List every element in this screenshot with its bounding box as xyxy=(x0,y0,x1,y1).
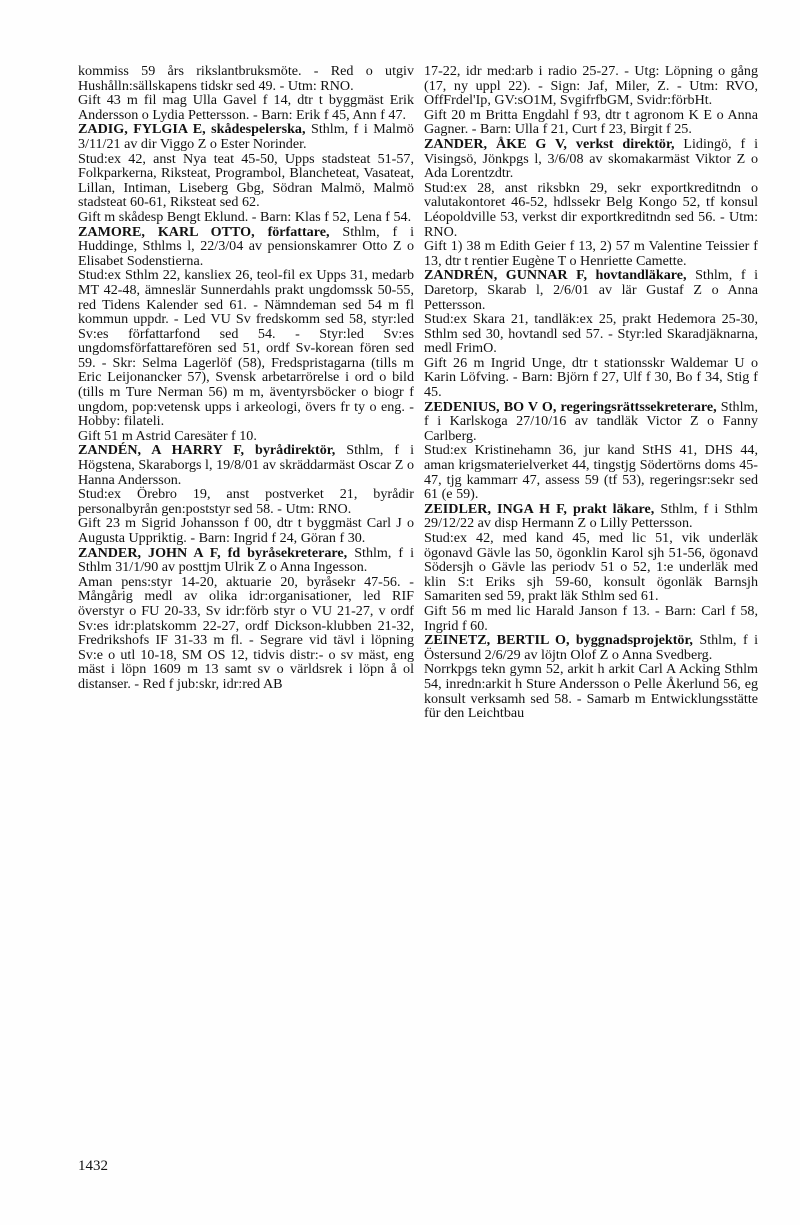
entry-origin: Sthlm, f i Karlskoga 27/10/16 av tandläk Victor Z o Fanny Carlberg. xyxy=(424,398,758,444)
entry-heading xyxy=(424,400,758,444)
entry-paragraph: 17-22, idr med:arb i radio 25-27. - Utg: Löpning o gång (17, ny uppl 22). - Sign: Jaf, Miler, Z. - Utm: RVO, OffFrdel'Ip, GV:sO1M, SvgifrfbGM, Svidr:förbHt. xyxy=(424,63,758,109)
entry-name: ZADIG, FYLGIA E, xyxy=(78,121,206,138)
biography-entry xyxy=(78,546,414,692)
entry-paragraph: Gift 23 m Sigrid Johansson f 00, dtr t byggmäst Carl J o Augusta Uppriktig. - Barn: Ingrid f 24, Göran f 30. xyxy=(78,515,414,546)
entry-continuation xyxy=(424,64,758,137)
entry-title: fd byråsekreterare, xyxy=(227,544,348,561)
entry-paragraph: Gift 43 m fil mag Ulla Gavel f 14, dtr t byggmäst Erik Andersson o Lydia Pettersson. - Barn: Erik f 45, Ann f 47. xyxy=(78,92,414,123)
page-number: 1432 xyxy=(78,1158,108,1174)
entry-paragraph: Stud:ex Sthlm 22, kansliex 26, teol-fil ex Upps 31, medarb MT 42-48, ämneslär Sunnerdahls prakt ungdomssk 50-55, red Tidens Kalender sed 61. - Nämndeman sed 54 m fl kommun uppdr. - Led VU Sv fredskomm sed 58, styr:led Sv:es författarfond sed 54. - Styr:led Sv:es ungdomsförfattarefören sed 51, ordf Sv-korean fören sed 59. - Skr: Selma Lagerlöf (58), Fredspristagarna (tills m Eric Leijonancker 57), Svensk arbetarrörelse i ord o bild (tills m Ture Nerman 56) m m, äventyrsböcker o biogr f ungdom, pop:vetensk upps i arkeologi, övers fr ty o eng. - Hobby: filateli. xyxy=(78,267,414,430)
biography-entry xyxy=(424,502,758,633)
entry-heading xyxy=(78,443,414,487)
entry-paragraph: Stud:ex Skara 21, tandläk:ex 25, prakt Hedemora 25-30, Sthlm sed 30, hovtandl sed 57. - Styr:led Skaradjäknarna, medl FrimO. xyxy=(424,311,758,357)
entry-heading xyxy=(78,122,414,151)
entry-heading xyxy=(424,633,758,662)
entry-origin: Sthlm, f i Sthlm 29/12/22 av disp Hermann Z o Lilly Pettersson. xyxy=(424,500,758,532)
entry-title: skådespelerska, xyxy=(211,121,306,138)
entry-title: prakt läkare, xyxy=(572,500,655,517)
entry-heading xyxy=(424,137,758,181)
entry-origin: Sthlm, f i Huddinge, Sthlms l, 22/3/04 av pensionskamrer Otto Z o Elisabet Sodenstierna. xyxy=(78,223,414,269)
entry-origin: Sthlm, f i Östersund 2/6/29 av löjtn Olof Z o Anna Svedberg. xyxy=(424,632,758,663)
entry-paragraph: Stud:ex 42, med kand 45, med lic 51, vik underläk ögonavd Gävle las 50, ögonklin Karol sjh 51-56, ögonavd Södersjh o Gävle las periodv 51 o 52, 1:e underläk med klin S:t Eriks sjh 59-60, konsult ögonläk Barnsjh Samariten sed 59, prakt läk Sthlm sed 61. xyxy=(424,530,758,605)
entry-paragraph: Gift 51 m Astrid Caresäter f 10. xyxy=(78,427,257,444)
entry-title: verkst direktör, xyxy=(575,135,675,152)
entry-name: ZEINETZ, BERTIL O, xyxy=(424,632,570,649)
entry-name: ZAMORE, KARL OTTO, xyxy=(78,223,255,240)
entry-title: författare, xyxy=(267,223,330,240)
entry-continuation xyxy=(78,64,414,122)
left-column xyxy=(78,64,414,692)
entry-paragraph: Aman pens:styr 14-20, aktuarie 20, byråsekr 47-56. - Mångårig medl av olika idr:organisationer, led RIF överstyr o FU 20-33, Sv idr:förb styr o VU 21-27, v ordf Sv:es idr:platskomm 22-27, ordf Dickson-klubben 21-32, Fredrikshofs IF 31-33 m fl. - Segrare vid tävl i löpning Sv:e o utl 10-18, SM OS 12, tidvis distr:- o sv mäst, eng mäst i löpn 1609 m 13 samt sv o världsrek i löpn å ol distanser. - Red f jub:skr, idr:red AB xyxy=(78,573,414,692)
entry-origin: Sthlm, f i Högstena, Skaraborgs l, 19/8/01 av skräddarmäst Oscar Z o Hanna Andersson. xyxy=(78,442,414,488)
entry-origin: Sthlm, f i Malmö 3/11/21 av dir Viggo Z o Ester Norinder. xyxy=(78,121,414,152)
entry-name: ZANDER, JOHN A F, xyxy=(78,544,221,561)
entry-paragraph: Gift 20 m Britta Engdahl f 93, dtr t agronom K E o Anna Gagner. - Barn: Ulla f 21, Curt f 23, Birgit f 25. xyxy=(424,106,758,138)
entry-name: ZANDÉN, A HARRY F, xyxy=(78,442,245,459)
entry-paragraph: kommiss 59 års rikslantbruksmöte. - Red o utgiv Hushålln:sällskapens tidskr sed 49. - Utm: RNO. xyxy=(78,63,414,94)
entry-paragraph: Gift 56 m med lic Harald Janson f 13. - Barn: Carl f 58, Ingrid f 60. xyxy=(424,602,758,634)
biography-entry xyxy=(424,137,758,268)
entry-paragraph: Gift m skådesp Bengt Eklund. - Barn: Klas f 52, Lena f 54. xyxy=(78,208,412,225)
entry-paragraph: Gift 1) 38 m Edith Geier f 13, 2) 57 m Valentine Teissier f 13, dtr t rentier Eugène T o Henriette Camette. xyxy=(424,238,758,269)
biography-entry xyxy=(424,400,758,502)
entry-origin: Lidingö, f i Visingsö, Jönkpgs l, 3/6/08 av skomakarmäst Viktor Z o Ada Lorentzdtr. xyxy=(424,135,759,182)
biography-entry xyxy=(78,443,414,545)
entry-title: byrådirektör, xyxy=(255,442,336,459)
entry-paragraph: Stud:ex 42, anst Nya teat 45-50, Upps stadsteat 51-57, Folkparkerna, Riksteat, Programbol, Blancheteat, Vasateat, Lillan, Intiman, Liseberg Gbg, Södran Malmö, Malmö stadsteat 60-61, Riksteat sed 62. xyxy=(78,150,414,211)
entry-title: regeringsrättssekreterare, xyxy=(560,398,717,415)
biography-entry xyxy=(424,633,758,721)
entry-paragraph: Stud:ex Kristinehamn 36, jur kand StHS 41, DHS 44, aman krigsmaterielverket 44, tingstjg Södertörns doms 45-47, tjg kammarr 47, assess 59 (tf 53), regeringsr:sekr sed 61 (e 59). xyxy=(424,442,758,503)
entry-paragraph: Gift 26 m Ingrid Unge, dtr t stationsskr Waldemar U o Karin Löfving. - Barn: Björn f 27, Ulf f 30, Bo f 34, Stig f 45. xyxy=(424,354,758,401)
entry-title: hovtandläkare, xyxy=(595,267,687,284)
entry-name: ZEDENIUS, BO V O, xyxy=(424,398,557,415)
entry-heading xyxy=(424,268,758,312)
biography-entry xyxy=(78,122,414,224)
entry-heading xyxy=(78,225,414,269)
entry-origin: Sthlm, f i Sthlm 31/1/90 av posttjm Ulrik Z o Anna Ingesson. xyxy=(78,544,414,576)
entry-paragraph: Stud:ex Örebro 19, anst postverket 21, byrådir personalbyrån gen:poststyr sed 58. - Utm: RNO. xyxy=(78,486,414,517)
entry-heading xyxy=(78,546,414,575)
entry-title: byggnadsprojektör, xyxy=(575,632,693,649)
entry-paragraph: Norrkpgs tekn gymn 52, arkit h arkit Carl A Acking Sthlm 54, inredn:arkit h Sture Andersson o Pelle Åkerlund 56, eg konsult verksamh sed 58. - Samarb m Entwicklungsstätte für den Leichtbau xyxy=(424,661,758,722)
entry-name: ZANDER, ÅKE G V, xyxy=(424,135,567,152)
entry-origin: Sthlm, f i Daretorp, Skarab l, 2/6/01 av lär Gustaf Z o Anna Pettersson. xyxy=(424,267,758,313)
entry-name: ZANDRÉN, GUNNAR F, xyxy=(424,267,587,284)
right-column xyxy=(424,64,758,721)
biography-entry xyxy=(78,225,414,444)
biography-entry xyxy=(424,268,758,399)
entry-paragraph: Stud:ex 28, anst riksbkn 29, sekr exportkreditndn o valutakontoret 46-52, hdlssekr Belg Kongo 52, tf konsul Léopoldville 53, verkst dir exportkreditndn sed 56. - Utm: RNO. xyxy=(424,179,758,240)
entry-name: ZEIDLER, INGA H F, xyxy=(424,500,567,517)
entry-heading xyxy=(424,502,758,531)
